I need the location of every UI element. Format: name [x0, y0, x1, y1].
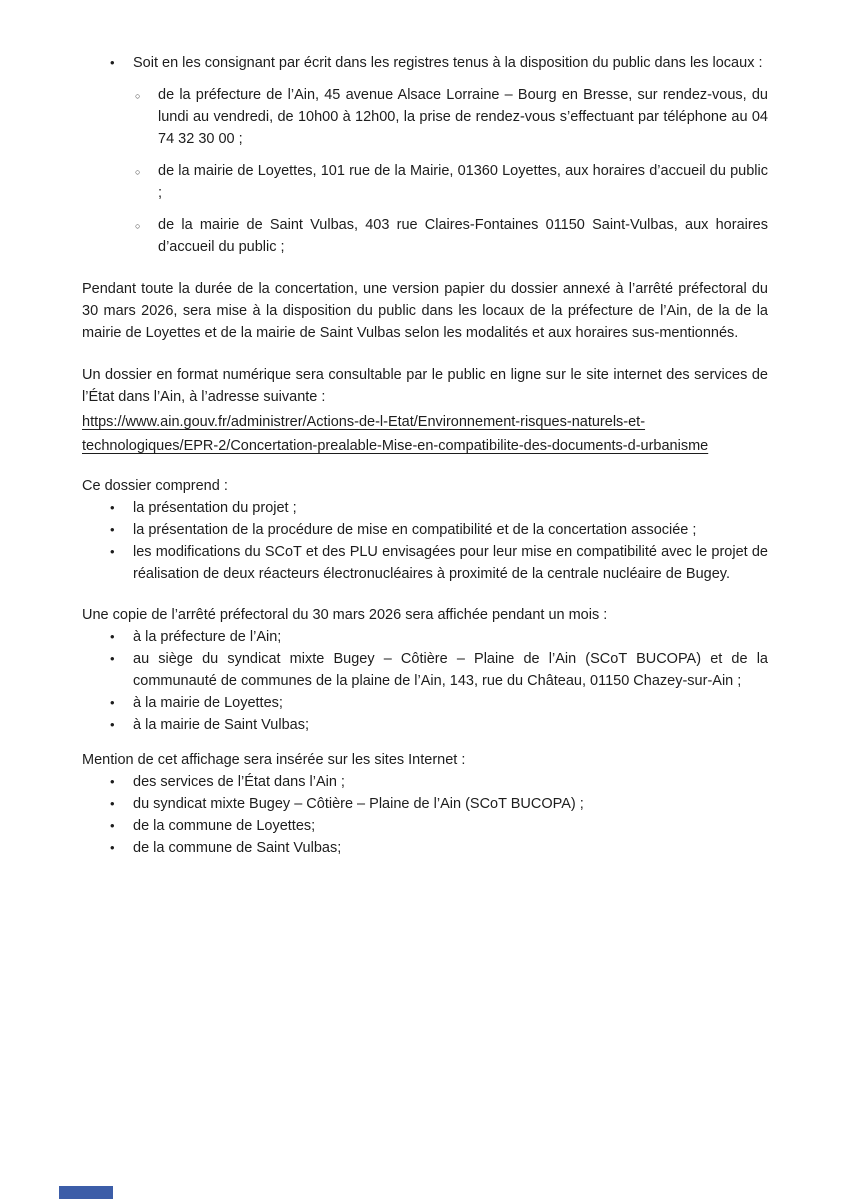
bullet-marker: •	[110, 840, 115, 855]
posting-item-text: à la préfecture de l’Ain;	[133, 629, 282, 645]
mention-item-text: des services de l’État dans l’Ain ;	[133, 774, 345, 790]
footer-accent-bar	[59, 1186, 113, 1199]
dossier-item-text: les modifications du SCoT et des PLU envisagées pour leur mise en compatibilité avec le projet de réalisation de deux réacteurs électronucléaires à proximité de la centrale nucléaire de Bugey.	[133, 544, 768, 582]
bullet-marker: •	[110, 774, 115, 789]
posting-item-syndicat-bucopa	[82, 648, 768, 692]
circle-marker: ○	[135, 167, 141, 177]
location-text: de la préfecture de l’Ain, 45 avenue Alsace Lorraine – Bourg en Bresse, sur rendez-vous, du lundi au vendredi, de 10h00 à 12h00, la prise de rendez-vous s’effectuant par téléphone au 04 74 32 30 00 ;	[158, 87, 768, 147]
registry-lead-item	[82, 52, 768, 74]
posting-item-text: au siège du syndicat mixte Bugey – Côtière – Plaine de l’Ain (SCoT BUCOPA) et de la communauté de communes de la plaine de l’Ain, 143, rue du Château, 01150 Chazey-sur-Ain ;	[133, 651, 768, 689]
mention-item-commune-saint-vulbas	[82, 837, 768, 859]
bullet-marker: •	[110, 544, 115, 559]
location-item-mairie-loyettes	[82, 160, 768, 204]
circle-marker: ○	[135, 91, 141, 101]
bullet-marker: •	[110, 651, 115, 666]
location-item-mairie-saint-vulbas	[82, 214, 768, 258]
posting-item-mairie-loyettes	[82, 692, 768, 714]
dossier-item-presentation-procedure	[82, 519, 768, 541]
location-text: de la mairie de Loyettes, 101 rue de la Mairie, 01360 Loyettes, aux horaires d’accueil du public ;	[158, 163, 768, 201]
location-text: de la mairie de Saint Vulbas, 403 rue Claires-Fontaines 01150 Saint-Vulbas, aux horaires d’accueil du public ;	[158, 217, 768, 255]
circle-marker: ○	[135, 221, 141, 231]
bullet-marker: •	[110, 717, 115, 732]
mention-item-commune-loyettes	[82, 815, 768, 837]
dossier-item-modifications-scot-plu	[82, 541, 768, 585]
dossier-contents-section	[82, 475, 768, 585]
dossier-url-line2: technologiques/EPR-2/Concertation-prealable-Mise-en-compatibilite-des-documents-d-urbanisme	[82, 438, 709, 454]
mention-item-text: de la commune de Loyettes;	[133, 818, 316, 834]
mention-item-syndicat-bucopa	[82, 793, 768, 815]
dossier-url-line1: https://www.ain.gouv.fr/administrer/Actions-de-l-Etat/Environnement-risques-naturels-et-	[82, 414, 646, 430]
dossier-item-text: la présentation de la procédure de mise en compatibilité et de la concertation associée ;	[133, 522, 697, 538]
posting-item-mairie-saint-vulbas	[82, 714, 768, 736]
dossier-url-link[interactable]	[82, 410, 768, 458]
paragraph-paper-version: Pendant toute la durée de la concertation, une version papier du dossier annexé à l’arrêté préfectoral du 30 mars 2026, sera mise à la disposition du public dans les locaux de la préfecture de l’Ain, de la de la mairie de Loyettes et de la mairie de Saint Vulbas selon les modalités et aux horaires sus-mentionnés.	[82, 281, 768, 341]
dossier-contents-intro: Ce dossier comprend :	[82, 478, 228, 494]
posting-item-text: à la mairie de Saint Vulbas;	[133, 717, 309, 733]
bullet-marker: •	[110, 500, 115, 515]
registry-lead-text: Soit en les consignant par écrit dans les registres tenus à la disposition du public dans les locaux :	[133, 55, 763, 71]
bullet-marker: •	[110, 695, 115, 710]
posting-intro: Une copie de l’arrêté préfectoral du 30 mars 2026 sera affichée pendant un mois :	[82, 607, 608, 623]
dossier-item-text: la présentation du projet ;	[133, 500, 297, 516]
bullet-marker: •	[110, 629, 115, 644]
dossier-item-presentation-projet	[82, 497, 768, 519]
location-item-prefecture	[82, 84, 768, 150]
bullet-marker: •	[110, 818, 115, 833]
posting-section	[82, 604, 768, 736]
document-content	[82, 52, 768, 859]
registry-locations-list	[82, 84, 768, 258]
bullet-marker: •	[110, 55, 115, 70]
mention-item-text: du syndicat mixte Bugey – Côtière – Plaine de l’Ain (SCoT BUCOPA) ;	[133, 796, 584, 812]
mention-section	[82, 749, 768, 859]
mention-item-services-etat	[82, 771, 768, 793]
mention-item-text: de la commune de Saint Vulbas;	[133, 840, 342, 856]
paragraph-digital-version: Un dossier en format numérique sera consultable par le public en ligne sur le site internet des services de l’État dans l’Ain, à l’adresse suivante :	[82, 367, 768, 405]
posting-item-text: à la mairie de Loyettes;	[133, 695, 283, 711]
bullet-marker: •	[110, 522, 115, 537]
mention-intro: Mention de cet affichage sera insérée sur les sites Internet :	[82, 752, 466, 768]
bullet-marker: •	[110, 796, 115, 811]
posting-item-prefecture	[82, 626, 768, 648]
